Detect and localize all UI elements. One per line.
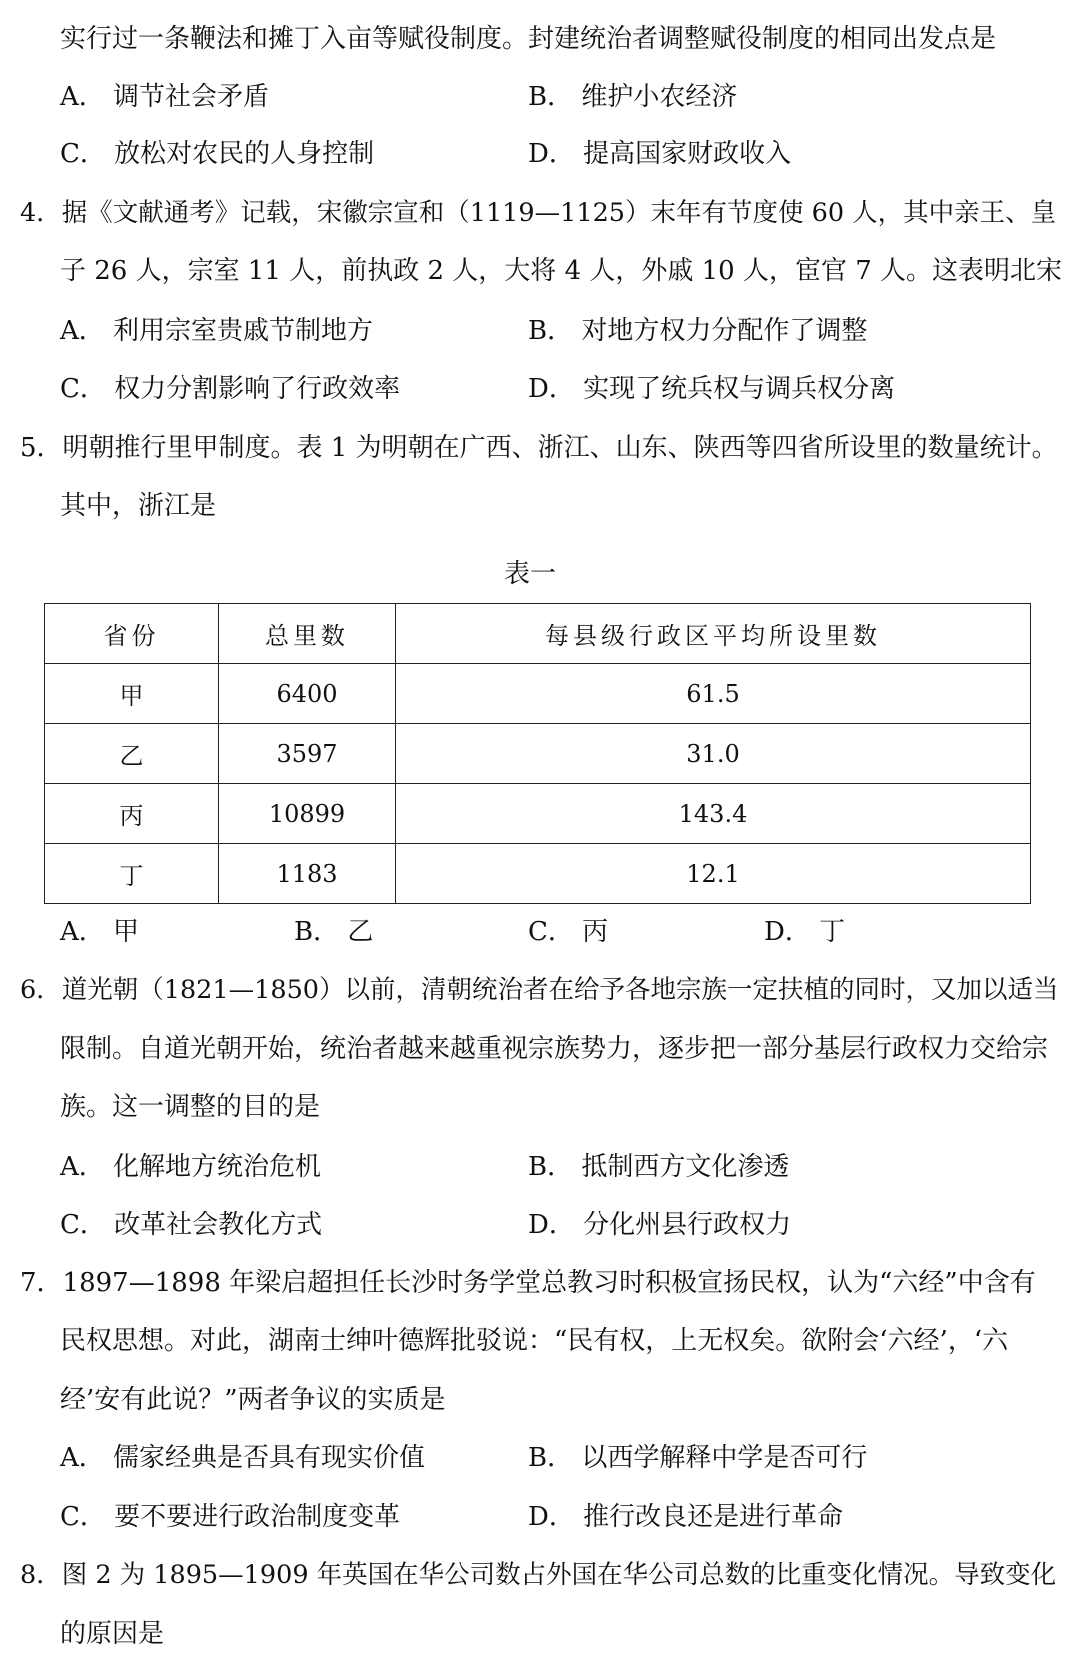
option-letter: C． xyxy=(60,1210,106,1240)
option-letter: B． xyxy=(528,316,574,346)
table-header-cell: 每县级行政区平均所设里数 xyxy=(396,604,1031,664)
option-text: 甲 xyxy=(113,917,140,947)
q6-stem-line-1: 6．道光朝（1821—1850）以前，清朝统治者在给予各地宗族一定扶植的同时，又加以适当 xyxy=(20,975,1059,1005)
option-text: 利用宗室贵戚节制地方 xyxy=(113,316,374,346)
q6-option-a xyxy=(60,1150,321,1184)
table-header-row xyxy=(45,604,1031,664)
q4-option-d xyxy=(528,372,895,406)
table-header-cell: 省份 xyxy=(45,604,219,664)
option-text: 丙 xyxy=(582,917,609,947)
option-text: 分化州县行政权力 xyxy=(583,1210,792,1240)
option-text: 对地方权力分配作了调整 xyxy=(581,316,868,346)
table-cell: 乙 xyxy=(45,724,219,784)
option-text: 调节社会矛盾 xyxy=(113,82,270,112)
option-text: 儒家经典是否具有现实价值 xyxy=(113,1443,426,1473)
option-letter: D． xyxy=(764,917,811,947)
table-header-cell: 总里数 xyxy=(219,604,396,664)
q4-stem-line-1: 4．据《文献通考》记载，宋徽宗宣和（1119—1125）末年有节度使 60 人，其中亲王、皇 xyxy=(20,198,1057,228)
q7-option-b xyxy=(528,1441,867,1475)
q5-stem-line-1: 5．明朝推行里甲制度。表 1 为明朝在广西、浙江、山东、陕西等四省所设里的数量统计。 xyxy=(20,433,1058,463)
option-letter: C． xyxy=(528,917,574,947)
q4-option-a xyxy=(60,314,373,348)
table-caption: 表一 xyxy=(503,559,556,589)
table-cell: 10899 xyxy=(219,784,396,844)
table-row xyxy=(45,844,1031,904)
option-letter: B． xyxy=(528,1443,574,1473)
option-letter: D． xyxy=(528,1210,575,1240)
option-text: 实现了统兵权与调兵权分离 xyxy=(583,374,896,404)
option-text: 化解地方统治危机 xyxy=(113,1152,322,1182)
option-text: 以西学解释中学是否可行 xyxy=(581,1443,868,1473)
q6-option-b xyxy=(528,1150,789,1184)
option-letter: C． xyxy=(60,374,106,404)
table-cell: 丙 xyxy=(45,784,219,844)
q7-option-a xyxy=(60,1441,425,1475)
table-cell: 3597 xyxy=(219,724,396,784)
option-text: 乙 xyxy=(347,917,374,947)
q7-stem-line-1: 7．1897—1898 年梁启超担任长沙时务学堂总教习时积极宣扬民权，认为“六经”中含有 xyxy=(20,1268,1036,1298)
option-letter: C． xyxy=(60,1502,106,1532)
option-letter: A． xyxy=(60,1443,105,1473)
option-letter: B． xyxy=(294,917,340,947)
q4-stem-line-2: 子 26 人，宗室 11 人，前执政 2 人，大将 4 人，外戚 10 人，宦官 7 人。这表明北宋 xyxy=(60,256,1063,286)
table-cell: 丁 xyxy=(45,844,219,904)
option-text: 权力分割影响了行政效率 xyxy=(114,374,401,404)
option-text: 要不要进行政治制度变革 xyxy=(114,1502,401,1532)
table-cell: 甲 xyxy=(45,664,219,724)
q7-option-d xyxy=(528,1500,843,1534)
table-cell: 6400 xyxy=(219,664,396,724)
option-text: 维护小农经济 xyxy=(581,82,738,112)
q7-option-c xyxy=(60,1500,400,1534)
option-text: 提高国家财政收入 xyxy=(583,139,792,169)
option-text: 改革社会教化方式 xyxy=(114,1210,323,1240)
q7-stem-line-2: 民权思想。对此，湖南士绅叶德辉批驳说：“民有权，上无权矣。欲附会‘六经’，‘六 xyxy=(60,1326,1009,1356)
option-letter: A． xyxy=(60,82,105,112)
table-row xyxy=(45,724,1031,784)
q3-option-d xyxy=(528,137,791,171)
option-letter: A． xyxy=(60,316,105,346)
table-cell: 143.4 xyxy=(396,784,1031,844)
option-letter: B． xyxy=(528,82,574,112)
option-letter: A． xyxy=(60,1152,105,1182)
option-letter: D． xyxy=(528,139,575,169)
q4-option-c xyxy=(60,372,400,406)
q3-stem-line: 实行过一条鞭法和摊丁入亩等赋役制度。封建统治者调整赋役制度的相同出发点是 xyxy=(60,24,997,54)
q3-option-a xyxy=(60,80,269,114)
table-row xyxy=(45,784,1031,844)
option-letter: D． xyxy=(528,1502,575,1532)
option-letter: B． xyxy=(528,1152,574,1182)
table-cell: 61.5 xyxy=(396,664,1031,724)
q6-option-d xyxy=(528,1208,791,1242)
table-cell: 31.0 xyxy=(396,724,1031,784)
q6-stem-line-2: 限制。自道光朝开始，统治者越来越重视宗族势力，逐步把一部分基层行政权力交给宗 xyxy=(60,1034,1049,1064)
q6-stem-line-3: 族。这一调整的目的是 xyxy=(60,1092,321,1122)
q5-stem-line-2: 其中，浙江是 xyxy=(60,491,217,521)
option-text: 放松对农民的人身控制 xyxy=(114,139,375,169)
table-row xyxy=(45,664,1031,724)
option-text: 丁 xyxy=(819,917,846,947)
option-letter: D． xyxy=(528,374,575,404)
option-text: 抵制西方文化渗透 xyxy=(581,1152,790,1182)
q6-option-c xyxy=(60,1208,322,1242)
q4-option-b xyxy=(528,314,867,348)
option-letter: C． xyxy=(60,139,106,169)
q5-option-c xyxy=(528,915,608,949)
option-text: 推行改良还是进行革命 xyxy=(583,1502,844,1532)
q5-option-a xyxy=(60,915,139,949)
table-cell: 12.1 xyxy=(396,844,1031,904)
table-cell: 1183 xyxy=(219,844,396,904)
q3-option-c xyxy=(60,137,374,171)
data-table xyxy=(44,603,1031,904)
q5-option-b xyxy=(294,915,373,949)
q8-stem-line-1: 8．图 2 为 1895—1909 年英国在华公司数占外国在华公司总数的比重变化情况。导致变化 xyxy=(20,1560,1057,1590)
q3-option-b xyxy=(528,80,737,114)
q7-stem-line-3: 经’安有此说？”两者争议的实质是 xyxy=(60,1385,446,1415)
q8-stem-line-2: 的原因是 xyxy=(60,1619,165,1649)
option-letter: A． xyxy=(60,917,105,947)
q5-option-d xyxy=(764,915,845,949)
